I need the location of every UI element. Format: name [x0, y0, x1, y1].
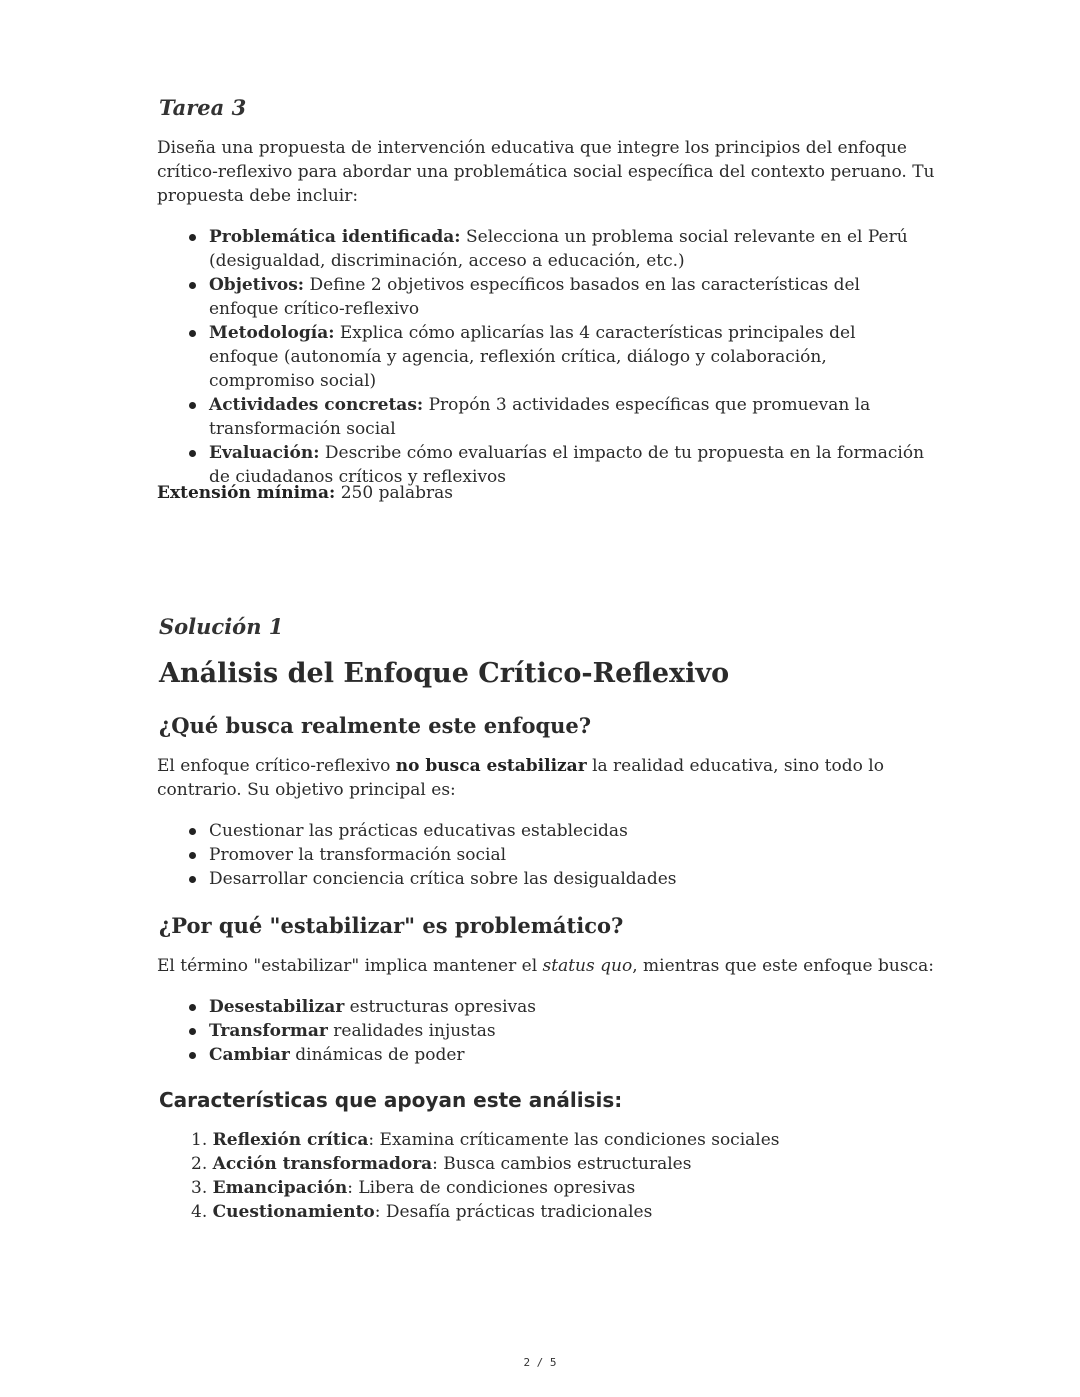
list-item: Problemática identificada: Selecciona un problema social relevante en el Perú (desigualdad, discriminación, acceso a educación, etc.): [187, 225, 927, 273]
list-item: Desestabilizar estructuras opresivas: [187, 995, 927, 1019]
paragraph-estabilizar: El término "estabilizar" implica mantener el status quo, mientras que este enfoque busca:: [157, 956, 934, 976]
caracteristicas-list: [191, 1128, 780, 1224]
bullet-icon: [189, 450, 196, 457]
list-item: Cambiar dinámicas de poder: [187, 1043, 927, 1067]
list-item: Transformar realidades injustas: [187, 1019, 927, 1043]
bullet-icon: [189, 1028, 196, 1035]
list-item: 1. Reflexión crítica: Examina críticamente las condiciones sociales: [191, 1130, 780, 1150]
section-heading-caracteristicas: Características que apoyan este análisis:: [159, 1088, 623, 1112]
list-item: Actividades concretas: Propón 3 actividades específicas que promuevan la transformación social: [187, 393, 927, 441]
solucion-title: Análisis del Enfoque Crítico-Reflexivo: [159, 658, 730, 689]
page-number: 2 / 5: [523, 1356, 557, 1369]
section-heading-estabilizar: ¿Por qué "estabilizar" es problemático?: [159, 913, 624, 938]
list-item: Promover la transformación social: [187, 843, 927, 867]
bullet-icon: [189, 1004, 196, 1011]
extension-minima: Extensión mínima: 250 palabras: [157, 483, 454, 503]
bullet-icon: [189, 876, 196, 883]
paragraph-que-busca: El enfoque crítico-reflexivo no busca estabilizar la realidad educativa, sino todo lo contrario. Su objetivo principal es:: [157, 756, 884, 800]
bullet-icon: [189, 282, 196, 289]
bullet-icon: [189, 234, 196, 241]
list-item: 3. Emancipación: Libera de condiciones opresivas: [191, 1178, 636, 1198]
section-heading-que-busca: ¿Qué busca realmente este enfoque?: [159, 713, 592, 738]
list-item: Cuestionar las prácticas educativas establecidas: [187, 819, 927, 843]
bullet-icon: [189, 1052, 196, 1059]
solucion-heading: Solución 1: [159, 614, 284, 639]
objetivos-list: [187, 819, 927, 891]
list-item: 2. Acción transformadora: Busca cambios estructurales: [191, 1154, 692, 1174]
list-item: Objetivos: Define 2 objetivos específicos basados en las características del enfoque crítico-reflexivo: [187, 273, 927, 321]
bullet-icon: [189, 852, 196, 859]
list-item: Desarrollar conciencia crítica sobre las desigualdades: [187, 867, 927, 891]
list-item: Metodología: Explica cómo aplicarías las 4 características principales del enfoque (autonomía y agencia, reflexión crítica, diálogo y colaboración, compromiso social): [187, 321, 927, 393]
bullet-icon: [189, 330, 196, 337]
tarea-intro: Diseña una propuesta de intervención educativa que integre los principios del enfoque crítico-reflexivo para abordar una problemática social específica del contexto peruano. Tu propuesta debe incluir:: [157, 138, 935, 206]
bullet-icon: [189, 402, 196, 409]
busca-list: [187, 995, 927, 1067]
list-item: 4. Cuestionamiento: Desafía prácticas tradicionales: [191, 1202, 653, 1222]
bullet-icon: [189, 828, 196, 835]
tarea-requirements-list: [187, 225, 927, 489]
tarea-heading: Tarea 3: [159, 95, 247, 120]
list-item: Evaluación: Describe cómo evaluarías el impacto de tu propuesta en la formación de ciudadanos críticos y reflexivos: [187, 441, 927, 489]
